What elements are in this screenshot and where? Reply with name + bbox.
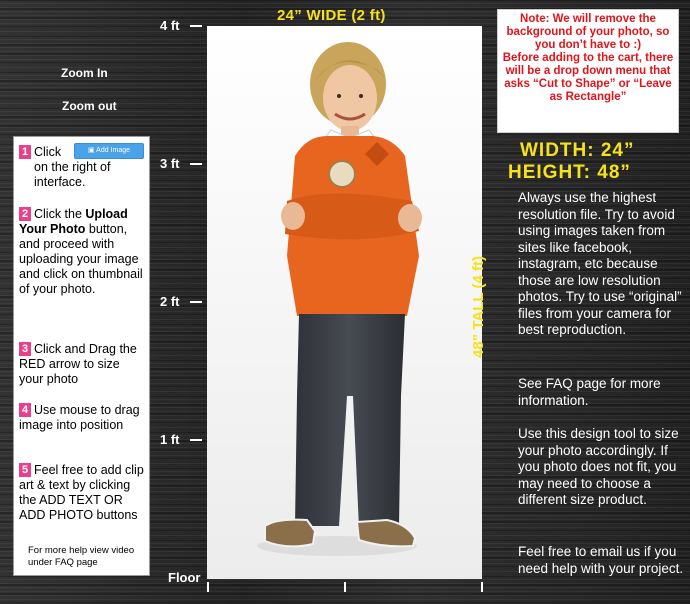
ruler-tick-2ft — [190, 301, 202, 303]
tip-resolution: Always use the highest resolution file. Try to avoid using images taken from sites like facebook, instagram, etc because those are low resolution photos. Try to use “original” files from your camera for best reproduction. — [518, 190, 682, 337]
step-number: 1 — [19, 145, 31, 159]
step-number: 4 — [19, 403, 31, 417]
width-dimension: WIDTH: 24” — [520, 140, 635, 161]
ruler-label-4ft: 4 ft — [160, 18, 180, 33]
zoom-out-button[interactable]: Zoom out — [62, 99, 117, 113]
add-image-label: Add Image — [96, 147, 131, 154]
step-text: Use mouse to drag image into position — [19, 403, 140, 432]
tip-email: Feel free to email us if you need help with your project. — [518, 544, 684, 576]
note-line-1: Note: We will remove the background of your photo, so you don’t have to :) — [506, 13, 670, 51]
tall-label: 48” TALL (4 ft) — [470, 256, 487, 358]
step-text: button, and proceed with uploading your image and click on thumbnail of your photo. — [19, 222, 143, 296]
person-photo[interactable] — [207, 26, 482, 579]
step-number: 5 — [19, 463, 31, 477]
ruler-tick-3ft — [190, 163, 202, 165]
height-dimension: HEIGHT: 48” — [508, 162, 631, 183]
step-number: 3 — [19, 342, 31, 356]
note-line-2: Before adding to the cart, there will be a drop down menu that asks “Cut to Shape” or “Leave as Rectangle” — [502, 52, 674, 103]
instruction-step-1 — [19, 145, 147, 190]
ruler-label-3ft: 3 ft — [160, 156, 180, 171]
step-bold-text: Upload Your Photo — [19, 207, 128, 236]
background-removal-note — [497, 9, 679, 133]
help-note: For more help view video under FAQ page — [28, 545, 135, 568]
image-icon: ▣ — [87, 147, 97, 154]
step-text: on the right of interface. — [34, 160, 111, 189]
step-text: Click the — [34, 207, 86, 221]
ruler-label-1ft: 1 ft — [160, 432, 180, 447]
instruction-step-5 — [19, 463, 147, 523]
bottom-tick-right — [481, 582, 483, 592]
design-canvas[interactable] — [207, 26, 482, 579]
ruler-tick-1ft — [190, 439, 202, 441]
instructions-panel — [13, 136, 150, 576]
tip-faq: See FAQ page for more information. — [518, 376, 661, 408]
instruction-step-3 — [19, 342, 147, 387]
step-text: Feel free to add clip art & text by clicking the ADD TEXT OR ADD PHOTO buttons — [19, 463, 144, 522]
step-number: 2 — [19, 207, 31, 221]
bottom-tick-left — [207, 582, 209, 592]
tip-sizing: Use this design tool to size your photo accordingly. If you photo does not fit, you may need to choose a different size product. — [518, 426, 679, 507]
floor-label: Floor — [168, 570, 201, 585]
ruler-label-2ft: 2 ft — [160, 294, 180, 309]
instruction-step-4 — [19, 403, 147, 433]
width-title: 24” WIDE (2 ft) — [277, 7, 386, 24]
step-text: Click and Drag the RED arrow to size your photo — [19, 342, 137, 386]
zoom-in-button[interactable]: Zoom In — [61, 66, 108, 80]
bottom-tick-middle — [344, 582, 346, 592]
step-text: Click — [34, 145, 62, 159]
ruler-tick-4ft — [190, 25, 202, 27]
instruction-step-2 — [19, 207, 147, 297]
